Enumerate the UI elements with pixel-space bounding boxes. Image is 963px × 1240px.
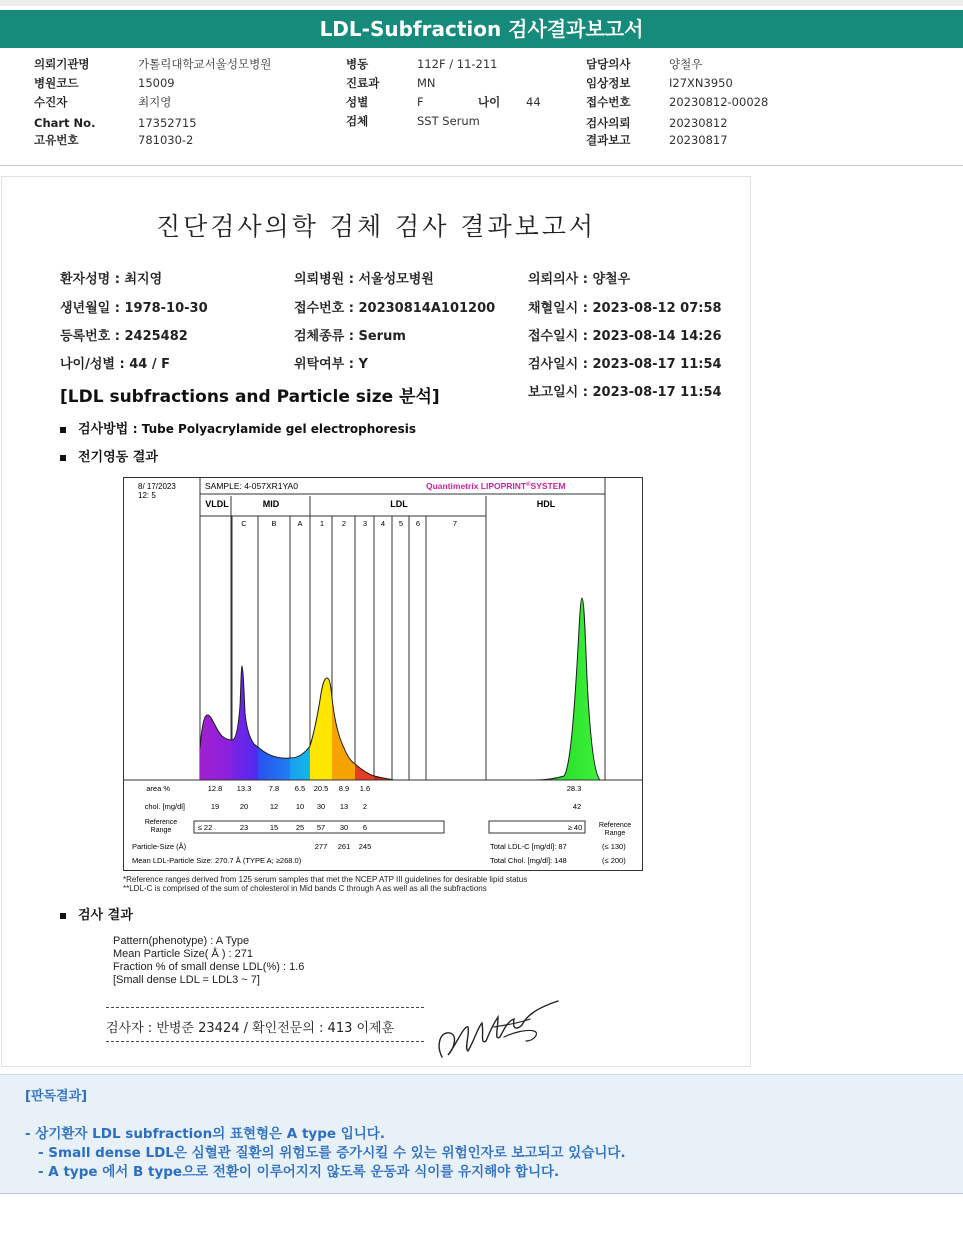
vldl-peak — [200, 715, 232, 780]
particle-size-ldl1: 277 — [314, 842, 328, 851]
result-lines — [113, 935, 304, 987]
label-physician: 담당의사 — [586, 57, 631, 71]
ref-mid-c: 23 — [239, 823, 249, 832]
method-label: 검사방법 — [78, 422, 129, 437]
particle-size-ldl3: 245 — [358, 842, 372, 851]
scanned-report-image — [1, 176, 751, 1067]
chol-row-label: chol. [mg/dl] — [144, 802, 185, 811]
receipt-time-field: 접수일시 : 2023-08-14 14:26 — [528, 329, 722, 344]
brand-registered-mark: ® — [526, 482, 531, 488]
birth-date-field: 생년월일 : 1978-10-30 — [60, 301, 208, 316]
signature-rule-top — [106, 1007, 424, 1008]
chol-ldl2: 13 — [339, 802, 349, 811]
value-examinee: 최지영 — [138, 95, 172, 109]
footnote-ldl-c: **LDL-C is comprised of the sum of cholesterol in Mid bands C through A as well as all the subfractions — [123, 884, 487, 893]
interpretation-line-2: - Small dense LDL은 심혈관 질환의 위험도를 증가시킬 수 있는 위험인자로 보고되고 있습니다. — [38, 1145, 626, 1161]
band-label-c: C — [241, 519, 247, 528]
chol-mid-b: 12 — [269, 802, 279, 811]
sample-label: SAMPLE: 4-057XR1YA0 — [205, 481, 298, 491]
bullet-square-icon — [60, 427, 66, 433]
ref-label-left-1: Reference — [144, 819, 178, 826]
signature-image — [434, 997, 566, 1065]
signature-rule-bottom — [106, 1041, 424, 1042]
group-label-hdl: HDL — [536, 499, 556, 509]
ldl2-peak — [332, 698, 355, 780]
outsourced-field: 위탁여부 : Y — [294, 357, 368, 372]
separator — [0, 165, 963, 166]
method-value: : Tube Polyacrylamide gel electrophoresis — [132, 422, 416, 436]
lipoprint-electrophoresis — [123, 477, 643, 871]
result-phenotype: Pattern(phenotype) : A Type — [113, 935, 250, 947]
interpretation-panel — [0, 1074, 963, 1194]
chol-mid-c: 20 — [239, 802, 249, 811]
label-specimen: 검체 — [346, 114, 369, 128]
section-title: [LDL subfractions and Particle size 분석] — [60, 387, 440, 407]
ref-vldl: ≤ 22 — [197, 823, 213, 832]
label-unique-no: 고유번호 — [34, 133, 79, 147]
brand-suffix: SYSTEM — [530, 481, 566, 491]
footnotes — [123, 875, 527, 893]
area-ldl2: 8.9 — [338, 784, 350, 793]
lipoprint-svg — [124, 478, 642, 870]
ref-mid-a: 25 — [295, 823, 305, 832]
value-test-request: 20230812 — [669, 116, 728, 130]
collection-time-field: 채혈일시 : 2023-08-12 07:58 — [528, 301, 722, 316]
electrophoresis-bullet — [60, 446, 158, 465]
run-time: 12: 5 — [138, 491, 156, 500]
band-label-b: B — [271, 519, 277, 528]
band-label-7: 7 — [452, 519, 458, 528]
label-test-request: 검사의뢰 — [586, 116, 631, 130]
value-receipt-no: 20230812-00028 — [669, 95, 769, 109]
requesting-doctor-field: 의뢰의사 : 양철우 — [528, 272, 631, 287]
method-bullet — [60, 418, 416, 437]
value-clinical-info: I27XN3950 — [669, 76, 733, 90]
area-mid-b: 7.8 — [268, 784, 280, 793]
brand-label — [426, 481, 566, 491]
value-requesting-institution: 가톨릭대학교서울성모병원 — [138, 57, 272, 71]
total-ldl-c: Total LDL-C [mg/dl]: 87 — [490, 842, 567, 851]
test-time-field: 검사일시 : 2023-08-17 11:54 — [528, 357, 722, 372]
band-label-5: 5 — [398, 519, 404, 528]
label-age: 나이 — [478, 95, 501, 109]
value-ward: 112F / 11-211 — [417, 57, 498, 71]
report-header-title: LDL-Subfraction 검사결과보고서 — [0, 10, 963, 48]
label-hospital-code: 병원코드 — [34, 76, 79, 90]
chol-mid-a: 10 — [295, 802, 305, 811]
value-sex: F — [417, 95, 424, 109]
particle-size-ldl2: 261 — [337, 842, 351, 851]
chol-ldl3: 2 — [362, 802, 368, 811]
patient-name-field: 환자성명 : 최지영 — [60, 272, 163, 287]
chol-ldl1: 30 — [316, 802, 326, 811]
band-label-1: 1 — [319, 519, 325, 528]
area-mid-c: 13.3 — [236, 784, 252, 793]
label-sex: 성별 — [346, 95, 369, 109]
interpretation-line-3: - A type 에서 B type으로 전환이 이루어지지 않도록 운동과 식이를 유지해야 합니다. — [38, 1164, 560, 1180]
total-cholesterol: Total Chol. [mg/dl]: 148 — [490, 856, 567, 865]
total-cholesterol-ref: (≤ 200) — [602, 856, 626, 865]
top-rule — [0, 0, 963, 6]
label-examinee: 수진자 — [34, 95, 68, 109]
label-department: 진료과 — [346, 76, 380, 90]
ref-label-left-2: Range — [150, 827, 172, 834]
label-result-report: 결과보고 — [586, 133, 631, 147]
run-date: 8/ 17/2023 — [138, 482, 176, 491]
total-ldl-c-ref: (≤ 130) — [602, 842, 626, 851]
mid-c-peak — [232, 666, 258, 780]
ref-mid-b: 15 — [269, 823, 279, 832]
value-department: MN — [417, 76, 436, 90]
ref-ldl3: 6 — [362, 823, 368, 832]
result-mean-particle-size: Mean Particle Size( Å ) : 271 — [113, 948, 254, 960]
group-label-vldl: VLDL — [205, 499, 229, 509]
mid-a-peak — [290, 746, 310, 780]
label-clinical-info: 임상정보 — [586, 76, 631, 90]
ref-label-right-2: Range — [604, 830, 626, 837]
bullet-square-icon — [60, 455, 66, 461]
area-row-label: area % — [146, 784, 170, 793]
band-label-4: 4 — [380, 519, 386, 528]
brand-name: Quantimetrix LIPOPRINT — [426, 481, 527, 491]
ref-hdl: ≥ 40 — [567, 823, 583, 832]
particle-size-label: Particle-Size (Å) — [132, 842, 187, 851]
group-label-mid: MID — [262, 499, 280, 509]
footnote-reference-ranges: *Reference ranges derived from 125 serum samples that met the NCEP ATP III guidelines for desirable lipid status — [123, 875, 528, 884]
area-ldl1: 20.5 — [313, 784, 329, 793]
specimen-type-field: 검체종류 : Serum — [294, 329, 406, 344]
label-ward: 병동 — [346, 57, 369, 71]
bullet-square-icon — [60, 913, 66, 919]
label-receipt-no: 접수번호 — [586, 95, 631, 109]
band-label-6: 6 — [415, 519, 421, 528]
hdl-peak — [534, 598, 600, 780]
value-specimen: SST Serum — [417, 114, 480, 128]
electrophoresis-label: 전기영동 결과 — [78, 450, 158, 465]
band-label-2: 2 — [341, 519, 347, 528]
value-hospital-code: 15009 — [138, 76, 175, 90]
result-bullet — [60, 904, 133, 923]
registration-no-field: 등록번호 : 2425482 — [60, 329, 188, 344]
group-label-ldl: LDL — [390, 499, 408, 509]
interpretation-heading: [판독결과] — [25, 1089, 88, 1104]
label-requesting-institution: 의뢰기관명 — [34, 57, 90, 71]
interpretation-line-1: - 상기환자 LDL subfraction의 표현형은 A type 입니다. — [25, 1126, 385, 1142]
value-age: 44 — [526, 95, 541, 109]
band-label-3: 3 — [362, 519, 368, 528]
result-small-dense-definition: [Small dense LDL = LDL3 ~ 7] — [113, 974, 260, 986]
ref-label-right-1: Reference — [598, 822, 632, 829]
area-mid-a: 6.5 — [294, 784, 306, 793]
mid-b-peak — [258, 747, 290, 780]
chol-vldl: 19 — [210, 802, 220, 811]
area-vldl: 12.8 — [207, 784, 223, 793]
label-chart-no: Chart No. — [34, 116, 96, 130]
requesting-hospital-field: 의뢰병원 : 서울성모병원 — [294, 272, 434, 287]
area-ldl3: 1.6 — [359, 784, 371, 793]
result-label: 검사 결과 — [78, 908, 133, 923]
age-sex-field: 나이/성별 : 44 / F — [60, 357, 171, 372]
value-chart-no: 17352715 — [138, 116, 197, 130]
band-label-a: A — [297, 519, 303, 528]
report-time-field: 보고일시 : 2023-08-17 11:54 — [528, 385, 722, 400]
area-hdl: 28.3 — [566, 784, 582, 793]
result-small-dense-fraction: Fraction % of small dense LDL(%) : 1.6 — [113, 961, 305, 973]
ref-ldl2: 30 — [339, 823, 349, 832]
value-result-report: 20230817 — [669, 133, 728, 147]
mean-ldl-particle-size: Mean LDL-Particle Size: 270.7 Å (TYPE A; ≥268.0) — [132, 856, 302, 865]
ref-ldl1: 57 — [316, 823, 326, 832]
value-unique-no: 781030-2 — [138, 133, 194, 147]
value-physician: 양철우 — [669, 57, 703, 71]
report-title: 진단검사의학 검체 검사 결과보고서 — [155, 212, 597, 241]
chol-hdl: 42 — [572, 802, 582, 811]
accession-no-field: 접수번호 : 20230814A101200 — [294, 301, 496, 316]
examiner-line: 검사자 : 반병준 23424 / 확인전문의 : 413 이제훈 — [106, 1021, 395, 1036]
